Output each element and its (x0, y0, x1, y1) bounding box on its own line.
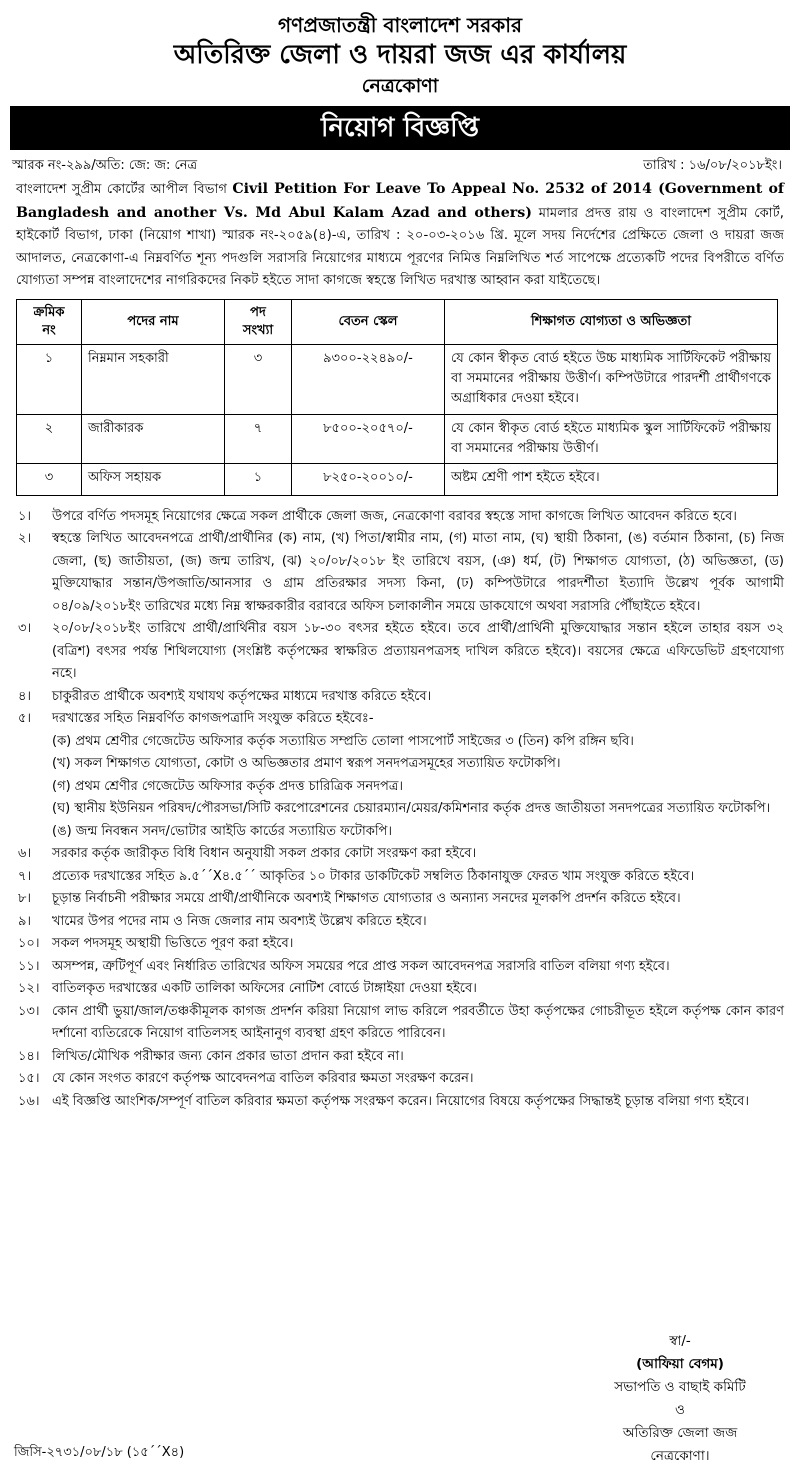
condition-item: ৬। সরকার কর্তৃক জারীকৃত বিধি বিধান অনুযায়ী সকল প্রকার কোটা সংরক্ষণ করা হইবে। (18, 846, 477, 861)
condition-item: ১৫। যে কোন সংগত কারণে কর্তৃপক্ষ আবেদনপত্র বাতিল করিবার ক্ষমতা সংরক্ষণ করেন। (18, 1071, 474, 1086)
condition-item: ৫। দরখাস্তের সহিত নিম্নবর্ণিত কাগজপত্রাদি সংযুক্ত করিতে হইবেঃ- (18, 711, 374, 726)
condition-item: ২। স্বহস্তে লিখিত আবেদনপত্রে প্রার্থী/প্রার্থীনির (ক) নাম, (খ) পিতা/স্বামীর নাম, (গ) মাতা নাম, (ঘ) স্থায়ী ঠিকানা, (ঙ) বর্তমান ঠিকানা, (চ) নিজ জেলা, (ছ) জাতীয়তা, (জ) জন্ম তারিখ, (ঝ) ২০/০৮/২০১৮ ইং তারিখে বয়স, (ঞ) ধর্ম, (ট) শিক্ষাগত যোগ্যতা, (ঠ) অভিজ্ঞতা, (ড) মুক্তিযোদ্ধার সন্তান/উপজাতি/আনসার ও গ্রাম প্রতিরক্ষার সদস্য কিনা, (ঢ) কম্পিউটারে পারদর্শীতা ইত্যাদি উল্লেখ পূর্বক আগামী ০৪/০৯/২০১৮ইং তারিখের মধ্যে নিম্ন স্বাক্ষরকারীর বরাবরে অফিস চলাকালীন সময়ে ডাকযোগে অথবা সরাসরি পৌঁছাইতে হইবে। (18, 531, 784, 614)
header-qualification: শিক্ষাগত যোগ্যতা ও অভিজ্ঞতা (445, 299, 778, 344)
condition-item: ৪। চাকুরীরত প্রার্থীকে অবশ্যই যথাযথ কর্তৃপক্ষের মাধ্যমে দরখাস্ত করিতে হইবে। (18, 688, 432, 704)
document-sub-item: (গ) প্রথম শ্রেণীর গেজেটেড অফিসার কর্তৃক প্রদত্ত চারিত্রিক সনদপত্র। (52, 778, 404, 794)
row-serial: ২ (17, 414, 82, 463)
document-sub-item: (ঘ) স্থানীয় ইউনিয়ন পরিষদ/পৌরসভা/সিটি করপোরেশনের চেয়ারম্যান/মেয়র/কমিশনার কর্তৃক প্রদত্ত জাতীয়তা সনদপত্রের সত্যায়িত ফটোকপি। (52, 801, 771, 816)
condition-item: ১১। অসম্পন্ন, ত্রুটিপূর্ণ এবং নির্ধারিত তারিখের অফিস সময়ের পরে প্রাপ্ত সকল আবেদনপত্র সরাসরি বাতিল বলিয়া গণ্য হইবে। (18, 958, 670, 974)
table-row (17, 414, 778, 463)
memo-number: স্মারক নং-২৯৯/অতি: জে: জ: নেত্র (12, 158, 198, 173)
condition-item: ১৪। লিখিত/মৌখিক পরীক্ষার জন্য কোন প্রকার ভাতা প্রদান করা হইবে না। (18, 1048, 404, 1064)
row-count: ৭ (225, 414, 292, 463)
government-title: গণপ্রজাতন্ত্রী বাংলাদেশ সরকার (278, 13, 522, 37)
district-title: নেত্রকোণা (361, 75, 439, 97)
row-qualification: যে কোন স্বীকৃত বোর্ড হইতে উচ্চ মাধ্যমিক সার্টিফিকেট পরীক্ষায় বা সমমানের পরীক্ষায় উত্তীর্ণ। কম্পিউটারে পারদর্শী প্রার্থীগণকে অগ্রাধিকার দেওয়া হইবে। (445, 344, 778, 414)
signature-block (585, 1330, 775, 1468)
document-sub-item: (ক) প্রথম শ্রেণীর গেজেটেড অফিসার কর্তৃক সত্যায়িত সম্প্রতি তোলা পাসপোর্ট সাইজের ৩ (তিন) কপি রঙ্গিন ছবি। (52, 733, 634, 749)
header (10, 0, 790, 100)
row-scale: ৯৩০০-২২৪৯০/- (292, 344, 445, 414)
row-count: ৩ (225, 344, 292, 414)
signatory-title-2: অতিরিক্ত জেলা জজ (622, 1425, 738, 1441)
header-post: পদের নাম (82, 299, 225, 344)
row-count: ১ (225, 463, 292, 495)
row-post: জারীকারক (82, 414, 225, 463)
condition-item: ৩। ২০/০৮/২০১৮ইং তারিখে প্রার্থী/প্রার্থিনীর বয়স ১৮-৩০ বৎসর হইতে হইবে। তবে প্রার্থী/প্রার্থিনী মুক্তিযোদ্ধার সন্তান হইলে তাহার বয়স ৩২ (বত্রিশ) বৎসর পর্যন্ত শিথিলযোগ্য (সংশ্লিষ্ট কর্তৃপক্ষের স্বাক্ষরিত প্রত্যায়নপত্রসহ দাখিল করিতে হইবে)। বয়সের ক্ষেত্রে এফিডেভিট গ্রহণযোগ্য নহে। (18, 621, 784, 681)
header-serial: ক্রমিক নং (17, 299, 82, 344)
signature-mark: স্বা/- (669, 1333, 691, 1349)
condition-item: ১। উপরে বর্ণিত পদসমূহ নিয়োগের ক্ষেত্রে সকল প্রার্থীকে জেলা জজ, নেত্রকোণা বরাবর স্বহস্তে সাদা কাগজে লিখিত আবেদন করিতে হবে। (18, 508, 737, 524)
row-qualification: অষ্টম শ্রেণী পাশ হইতে হইবে। (445, 463, 778, 495)
footer-code: জিসি-২৭৩১/০৮/১৮ (১৫´´X৪) (14, 1445, 185, 1460)
row-post: নিম্নমান সহকারী (82, 344, 225, 414)
condition-item: ১০। সকল পদসমূহ অস্থায়ী ভিত্তিতে পূরণ করা হইবে। (18, 936, 294, 951)
row-scale: ৮৫০০-২০৫৭০/- (292, 414, 445, 463)
condition-item: ৯। খামের উপর পদের নাম ও নিজ জেলার নাম অবশ্যই উল্লেখ করিতে হইবে। (18, 913, 427, 929)
table-row (17, 344, 778, 414)
condition-item: ১৬। এই বিজ্ঞপ্তি আংশিক/সম্পূর্ণ বাতিল করিবার ক্ষমতা কর্তৃপক্ষ সংরক্ষণ করেন। নিয়োগের বিষয়ে কর্তৃপক্ষের সিদ্ধান্তই চূড়ান্ত বলিয়া গণ্য হইবে। (18, 1093, 749, 1109)
posts-table (16, 299, 778, 496)
signatory-and: ও (675, 1402, 685, 1418)
condition-item: ৭। প্রত্যেক দরখাস্তের সহিত ৯.৫´´X৪.৫´´ আকৃতির ১০ টাকার ডাকটিকেট সম্বলিত ঠিকানাযুক্ত ফেরত খাম সংযুক্ত করিতে হইবে। (18, 868, 695, 884)
row-serial: ৩ (17, 463, 82, 495)
conditions-list (16, 506, 784, 1114)
row-qualification: যে কোন স্বীকৃত বোর্ড হইতে মাধ্যমিক স্কুল সার্টিফিকেট পরীক্ষায় বা সমমানের পরীক্ষায় উত্তীর্ণ। (445, 414, 778, 463)
signatory-title-1: সভাপতি ও বাছাই কমিটি (614, 1379, 746, 1395)
document-sub-item: (ঙ) জন্ম নিবন্ধন সনদ/ভোটার আইডি কার্ডের সত্যায়িত ফটোকপি। (52, 823, 393, 839)
condition-item: ১২। বাতিলকৃত দরখাস্তের একটি তালিকা অফিসের নোটিশ বোর্ডে টাঙ্গাইয়া দেওয়া হইবে। (18, 981, 477, 996)
reference-line (10, 156, 790, 176)
row-post: অফিস সহায়ক (82, 463, 225, 495)
table-header-row (17, 299, 778, 344)
signatory-name: (আফিয়া বেগম) (636, 1356, 724, 1372)
document-sub-item: (খ) সকল শিক্ষাগত যোগ্যতা, কোটা ও অভিজ্ঞতার প্রমাণ স্বরূপ সনদপত্রসমূহের সত্যায়িত ফটোকপি। (52, 756, 561, 771)
condition-item: ৮। চূড়ান্ত নির্বাচনী পরীক্ষার সময়ে প্রার্থী/প্রার্থীনিকে অবশ্যই শিক্ষাগত যোগ্যতার ও অন্যান্য সনদের মূলকপি প্রদর্শন করিতে হইবে। (18, 891, 681, 906)
intro-paragraph (16, 178, 784, 293)
signatory-place: নেত্রকোণা। (650, 1448, 710, 1464)
row-scale: ৮২৫০-২০০১০/- (292, 463, 445, 495)
header-count: পদ সংখ্যা (225, 299, 292, 344)
office-title: অতিরিক্ত জেলা ও দায়রা জজ এর কার্যালয় (173, 40, 627, 70)
header-scale: বেতন স্কেল (292, 299, 445, 344)
row-serial: ১ (17, 344, 82, 414)
intro-part-2: মামলার প্রদত্ত রায় ও বাংলাদেশ সুপ্রীম কোর্ট, হাইকোর্ট বিভাগ, ঢাকা (নিয়োগ শাখা) স্মারক নং-২০৫৯(৪)-এ, তারিখ : ২০-০৩-২০১৬ খ্রি. মূলে সদয় নির্দেশের প্রেক্ষিতে জেলা ও দায়রা জজ আদালত, নেত্রকোণা-এ নিম্নবর্ণিত শূন্য পদগুলি সরাসরি নিয়োগের মাধ্যমে পূরণের নিমিত্ত নিম্নলিখিত শর্ত সাপেক্ষে প্রত্যেকটি পদের বিপরীতে বর্ণিত যোগ্যতা সম্পন্ন বাংলাদেশের নাগরিকদের নিকট হইতে সাদা কাগজে স্বহস্তে লিখিত দরখাস্ত আহ্বান করা যাইতেছে। (16, 205, 785, 288)
table-row (17, 463, 778, 495)
notice-banner: নিয়োগ বিজ্ঞপ্তি (10, 106, 790, 150)
condition-item: ১৩। কোন প্রার্থী ভুয়া/জাল/তঞ্চকীমূলক কাগজ প্রদর্শন করিয়া নিয়োগ লাভ করিলে পরবর্তীতে উহা কর্তৃপক্ষের গোচরীভূত হইলে কর্তৃপক্ষ কোন কারণ দর্শানো ব্যতিরেকে নিয়োগ বাতিলসহ আইনানুগ ব্যবস্থা গ্রহণ করিতে পারিবেন। (18, 1003, 784, 1041)
case-reference: Civil Petition For Leave To Appeal No. 2532 of 2014 (Government of Bangladesh and another Vs. Md Abul Kalam Azad and others) (16, 181, 785, 221)
notice-date: তারিখ : ১৬/০৮/২০১৮ইং। (643, 158, 782, 173)
intro-part-1: বাংলাদেশ সুপ্রীম কোর্টের আপীল বিভাগ (16, 182, 228, 197)
